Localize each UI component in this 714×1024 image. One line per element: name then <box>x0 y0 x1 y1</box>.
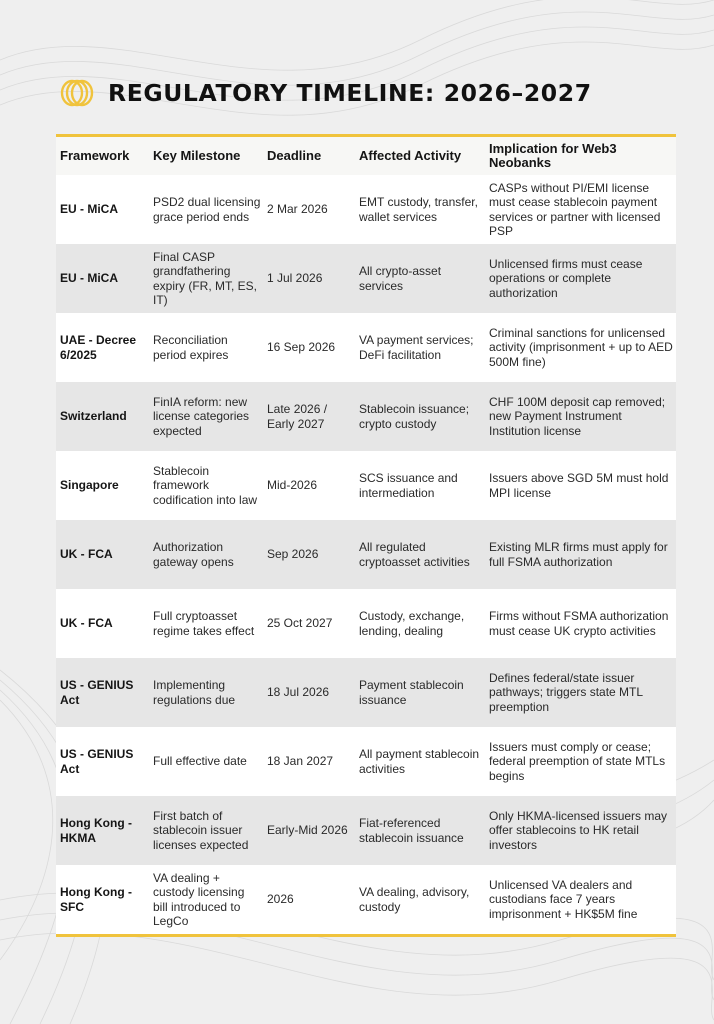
cell-activity: VA payment services; DeFi facilitation <box>359 333 474 362</box>
cell-deadline: 18 Jan 2027 <box>267 754 334 769</box>
cell-implication: Issuers above SGD 5M must hold MPI license <box>489 471 669 500</box>
cell-milestone: Full cryptoasset regime takes effect <box>153 609 255 638</box>
cell-activity: All payment stablecoin activities <box>359 747 480 776</box>
cell-deadline: Sep 2026 <box>267 547 319 562</box>
column-header-key-milestone: Key Milestone <box>153 148 241 163</box>
cell-framework: EU - MiCA <box>60 202 118 217</box>
cell-activity: EMT custody, transfer, wallet services <box>359 195 478 224</box>
cell-implication: Defines federal/state issuer pathways; triggers state MTL preemption <box>489 670 643 714</box>
cell-framework: EU - MiCA <box>60 271 118 286</box>
cell-activity: Stablecoin issuance; crypto custody <box>359 402 470 431</box>
cell-deadline: Early-Mid 2026 <box>267 823 348 838</box>
cell-activity: All crypto-asset services <box>359 264 442 293</box>
cell-milestone: PSD2 dual licensing grace period ends <box>153 195 261 224</box>
cell-implication: CASPs without PI/EMI license must cease stablecoin payment services or partner with licensed PSP <box>489 180 661 238</box>
cell-deadline: Mid-2026 <box>267 478 318 493</box>
cell-implication: Criminal sanctions for unlicensed activity (imprisonment + up to AED 500M fine) <box>489 325 673 369</box>
column-header-deadline: Deadline <box>267 148 322 163</box>
table-row <box>56 589 676 658</box>
cell-activity: SCS issuance and intermediation <box>359 471 458 500</box>
table-header-row <box>56 136 676 176</box>
cell-deadline: 2 Mar 2026 <box>267 202 328 217</box>
cell-implication: Firms without FSMA authorization must cease UK crypto activities <box>489 609 669 638</box>
page-header <box>60 76 592 110</box>
table-row <box>56 727 676 796</box>
cell-deadline: 18 Jul 2026 <box>267 685 330 700</box>
column-header-implication: Implication for Web3 Neobanks <box>489 141 617 170</box>
cell-implication: Unlicensed firms must cease operations or complete authorization <box>489 256 643 300</box>
regulatory-timeline-table-wrapper <box>56 134 676 937</box>
regulatory-timeline-table <box>56 134 676 937</box>
cell-implication: Existing MLR firms must apply for full FSMA authorization <box>489 540 668 569</box>
cell-deadline: 25 Oct 2027 <box>267 616 333 631</box>
cell-activity: Custody, exchange, lending, dealing <box>359 609 465 638</box>
cell-milestone: Stablecoin framework codification into law <box>153 463 258 507</box>
cell-framework: US - GENIUS Act <box>60 747 134 776</box>
cell-deadline: Late 2026 / Early 2027 <box>267 402 328 431</box>
cell-activity: VA dealing, advisory, custody <box>359 885 470 914</box>
cell-activity: Payment stablecoin issuance <box>359 678 464 707</box>
cell-framework: Hong Kong - HKMA <box>60 816 132 845</box>
table-row <box>56 175 676 244</box>
table-row <box>56 796 676 865</box>
cell-milestone: Reconciliation period expires <box>153 333 229 362</box>
table-row <box>56 244 676 313</box>
cell-activity: Fiat-referenced stablecoin issuance <box>359 816 464 845</box>
page-title: REGULATORY TIMELINE: 2026–2027 <box>108 79 592 107</box>
column-header-framework: Framework <box>60 148 130 163</box>
cell-milestone: FinIA reform: new license categories expected <box>153 394 250 438</box>
cell-framework: UK - FCA <box>60 616 113 631</box>
table-row <box>56 658 676 727</box>
cell-deadline: 2026 <box>267 892 294 907</box>
cell-milestone: Final CASP grandfathering expiry (FR, MT, ES, IT) <box>153 249 258 307</box>
cell-framework: UK - FCA <box>60 547 113 562</box>
table-row <box>56 382 676 451</box>
cell-implication: Unlicensed VA dealers and custodians face 7 years imprisonment + HK$5M fine <box>489 877 638 921</box>
cell-milestone: Authorization gateway opens <box>153 540 234 569</box>
cell-milestone: Full effective date <box>153 754 247 769</box>
cell-deadline: 1 Jul 2026 <box>267 271 323 286</box>
cell-framework: Switzerland <box>60 409 127 424</box>
cell-milestone: Implementing regulations due <box>153 678 236 707</box>
table-row <box>56 313 676 382</box>
table-row <box>56 451 676 520</box>
cell-framework: UAE - Decree 6/2025 <box>60 333 137 362</box>
cell-milestone: First batch of stablecoin issuer licenses expected <box>153 808 249 852</box>
cell-implication: Issuers must comply or cease; federal preemption of state MTLs begins <box>489 739 666 783</box>
cell-framework: Singapore <box>60 478 119 493</box>
cell-implication: Only HKMA-licensed issuers may offer stablecoins to HK retail investors <box>489 808 668 852</box>
table-row <box>56 520 676 589</box>
table-row <box>56 865 676 936</box>
yellow-rings-logo-icon <box>60 78 94 108</box>
cell-implication: CHF 100M deposit cap removed; new Payment Instrument Institution license <box>489 394 666 438</box>
column-header-affected-activity: Affected Activity <box>359 148 462 163</box>
cell-framework: US - GENIUS Act <box>60 678 134 707</box>
cell-activity: All regulated cryptoasset activities <box>359 540 470 569</box>
cell-milestone: VA dealing + custody licensing bill introduced to LegCo <box>153 870 245 928</box>
cell-framework: Hong Kong - SFC <box>60 885 132 914</box>
cell-deadline: 16 Sep 2026 <box>267 340 336 355</box>
